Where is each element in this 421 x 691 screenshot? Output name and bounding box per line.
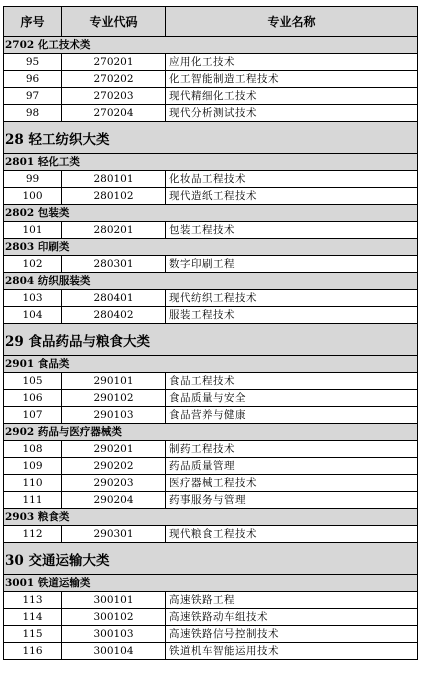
subcategory-label: 2901 食品类	[4, 356, 418, 373]
table-row	[4, 188, 418, 205]
row-code: 280101	[62, 171, 166, 188]
row-code: 290202	[62, 458, 166, 475]
table-header-row	[4, 7, 418, 37]
row-major-name: 药事服务与管理	[166, 492, 418, 509]
subcategory-label: 2903 粮食类	[4, 509, 418, 526]
table-body	[4, 37, 418, 660]
header-code: 专业代码	[62, 7, 166, 37]
row-major-name: 应用化工技术	[166, 54, 418, 71]
row-major-name: 化妆品工程技术	[166, 171, 418, 188]
row-code: 270203	[62, 88, 166, 105]
row-major-name: 铁道机车智能运用技术	[166, 643, 418, 660]
subcategory-row	[4, 424, 418, 441]
table-row	[4, 475, 418, 492]
row-index: 95	[4, 54, 62, 71]
row-index: 116	[4, 643, 62, 660]
row-index: 101	[4, 222, 62, 239]
subcategory-row	[4, 154, 418, 171]
subcategory-row	[4, 356, 418, 373]
subcategory-label: 3001 铁道运输类	[4, 575, 418, 592]
table-row	[4, 307, 418, 324]
row-major-name: 服装工程技术	[166, 307, 418, 324]
row-index: 111	[4, 492, 62, 509]
row-code: 290301	[62, 526, 166, 543]
table-row	[4, 526, 418, 543]
table-row	[4, 54, 418, 71]
row-code: 280102	[62, 188, 166, 205]
row-index: 105	[4, 373, 62, 390]
category-row	[4, 324, 418, 356]
category-label: 28 轻工纺织大类	[4, 122, 418, 154]
table-row	[4, 222, 418, 239]
table-row	[4, 290, 418, 307]
row-code: 300103	[62, 626, 166, 643]
row-code: 280402	[62, 307, 166, 324]
subcategory-label: 2803 印刷类	[4, 239, 418, 256]
table-row	[4, 492, 418, 509]
category-row	[4, 122, 418, 154]
category-row	[4, 543, 418, 575]
row-code: 290101	[62, 373, 166, 390]
row-code: 270202	[62, 71, 166, 88]
table-row	[4, 609, 418, 626]
row-code: 290102	[62, 390, 166, 407]
subcategory-row	[4, 509, 418, 526]
table-row	[4, 373, 418, 390]
subcategory-label: 2702 化工技术类	[4, 37, 418, 54]
header-index: 序号	[4, 7, 62, 37]
row-major-name: 食品营养与健康	[166, 407, 418, 424]
row-major-name: 现代精细化工技术	[166, 88, 418, 105]
table-row	[4, 256, 418, 273]
subcategory-label: 2902 药品与医疗器械类	[4, 424, 418, 441]
row-index: 112	[4, 526, 62, 543]
row-code: 300104	[62, 643, 166, 660]
table-row	[4, 407, 418, 424]
row-major-name: 现代造纸工程技术	[166, 188, 418, 205]
row-major-name: 现代粮食工程技术	[166, 526, 418, 543]
row-code: 270204	[62, 105, 166, 122]
subcategory-label: 2801 轻化工类	[4, 154, 418, 171]
row-index: 106	[4, 390, 62, 407]
subcategory-row	[4, 575, 418, 592]
row-code: 290201	[62, 441, 166, 458]
table-row	[4, 71, 418, 88]
row-index: 108	[4, 441, 62, 458]
row-index: 99	[4, 171, 62, 188]
table-row	[4, 171, 418, 188]
row-code: 300102	[62, 609, 166, 626]
category-label: 30 交通运输大类	[4, 543, 418, 575]
row-index: 97	[4, 88, 62, 105]
row-major-name: 医疗器械工程技术	[166, 475, 418, 492]
table-row	[4, 643, 418, 660]
subcategory-row	[4, 239, 418, 256]
row-major-name: 高速铁路动车组技术	[166, 609, 418, 626]
row-major-name: 食品工程技术	[166, 373, 418, 390]
row-code: 290103	[62, 407, 166, 424]
subcategory-row	[4, 273, 418, 290]
row-code: 290203	[62, 475, 166, 492]
row-code: 300101	[62, 592, 166, 609]
row-major-name: 食品质量与安全	[166, 390, 418, 407]
row-code: 270201	[62, 54, 166, 71]
row-major-name: 现代分析测试技术	[166, 105, 418, 122]
row-code: 280401	[62, 290, 166, 307]
row-major-name: 制药工程技术	[166, 441, 418, 458]
row-index: 109	[4, 458, 62, 475]
table-row	[4, 88, 418, 105]
table-row	[4, 390, 418, 407]
subcategory-label: 2802 包装类	[4, 205, 418, 222]
table-row	[4, 105, 418, 122]
row-index: 98	[4, 105, 62, 122]
row-index: 104	[4, 307, 62, 324]
table-row	[4, 592, 418, 609]
row-major-name: 药品质量管理	[166, 458, 418, 475]
row-major-name: 包装工程技术	[166, 222, 418, 239]
row-major-name: 高速铁路信号控制技术	[166, 626, 418, 643]
row-major-name: 化工智能制造工程技术	[166, 71, 418, 88]
row-index: 96	[4, 71, 62, 88]
row-index: 113	[4, 592, 62, 609]
subcategory-row	[4, 205, 418, 222]
row-index: 103	[4, 290, 62, 307]
row-index: 107	[4, 407, 62, 424]
row-major-name: 高速铁路工程	[166, 592, 418, 609]
row-code: 280301	[62, 256, 166, 273]
category-label: 29 食品药品与粮食大类	[4, 324, 418, 356]
row-index: 100	[4, 188, 62, 205]
table-row	[4, 458, 418, 475]
row-major-name: 现代纺织工程技术	[166, 290, 418, 307]
table-row	[4, 626, 418, 643]
row-code: 290204	[62, 492, 166, 509]
row-index: 110	[4, 475, 62, 492]
table-row	[4, 441, 418, 458]
header-name: 专业名称	[166, 7, 418, 37]
subcategory-label: 2804 纺织服装类	[4, 273, 418, 290]
row-index: 114	[4, 609, 62, 626]
major-catalog-table	[3, 6, 418, 660]
row-code: 280201	[62, 222, 166, 239]
row-index: 115	[4, 626, 62, 643]
subcategory-row	[4, 37, 418, 54]
row-index: 102	[4, 256, 62, 273]
row-major-name: 数字印刷工程	[166, 256, 418, 273]
